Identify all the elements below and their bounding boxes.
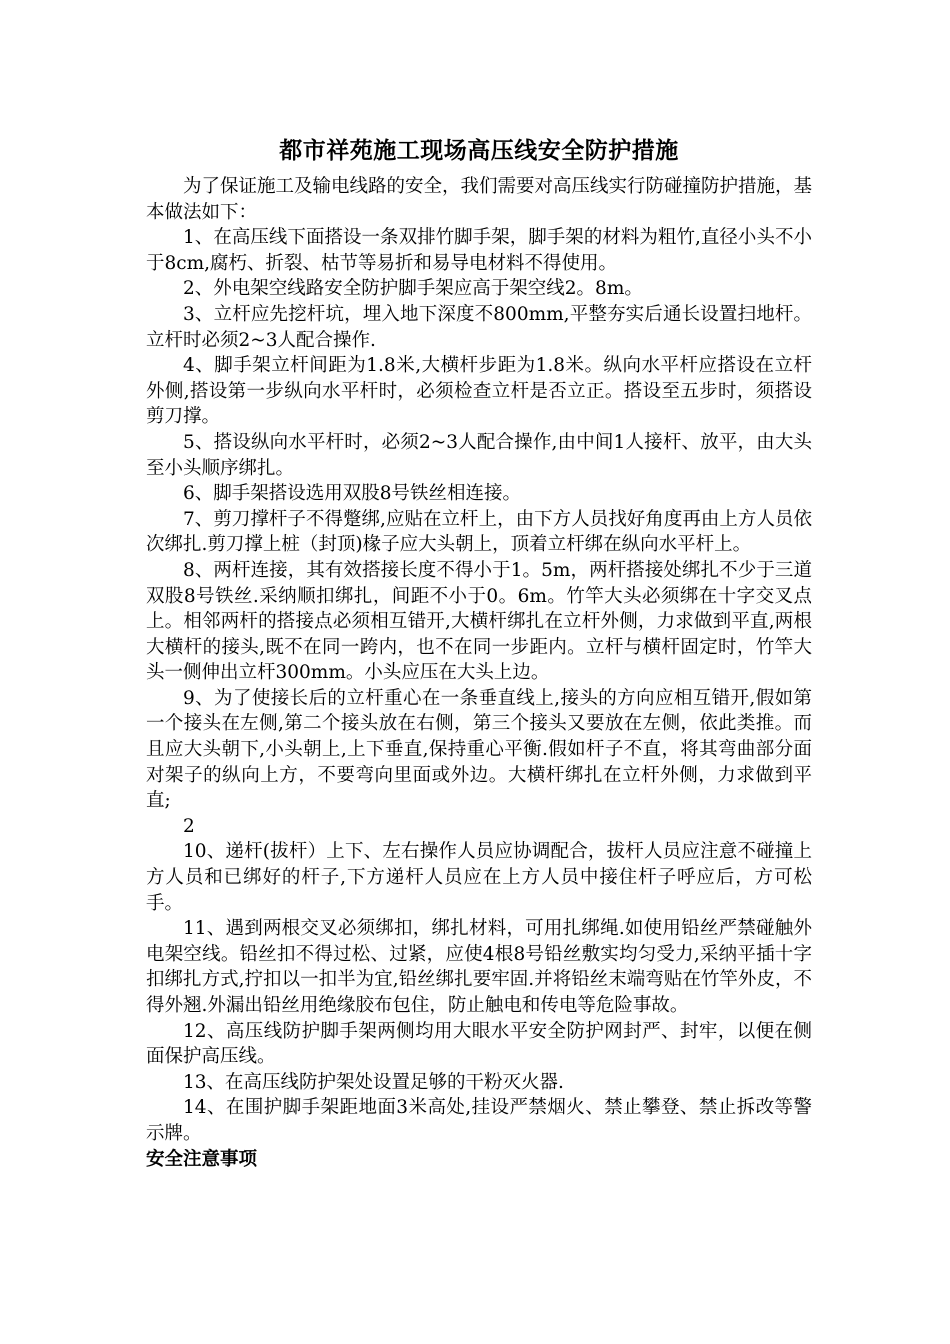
safety-notes-heading: 安全注意事项 — [146, 1148, 258, 1170]
item-2-paragraph: 2、外电架空线路安全防护脚手架应高于架空线2。8m。 — [183, 278, 643, 300]
item-8-paragraph: 8、两杆连接，其有效搭接长度不得小于1。5m，两杆搭接处绑扎不少于三道双股8号铁丝.采纳顺扣绑扎，间距不小于0。6m。竹竿大头必须绑在十字交叉点上。相邻两杆的搭接点必须相互错开,大横杆绑扎在立杆外侧，力求做到平直,两根大横杆的接头,既不在同一跨内，也不在同一步距内。立杆与横杆固定时，竹竿大头一侧伸出立杆300mm。小头应压在大头上边。 — [146, 559, 812, 684]
item-3-paragraph: 3、立杆应先挖杆坑，埋入地下深度不800mm,平整夯实后通长设置扫地杆。立杆时必须2~3人配合操作. — [146, 303, 812, 351]
item-14-paragraph: 14、在围护脚手架距地面3米高处,挂设严禁烟火、禁止攀登、禁止拆改等警示牌。 — [146, 1097, 812, 1144]
document-body — [146, 174, 812, 1147]
item-4-paragraph: 4、脚手架立杆间距为1.8米,大横杆步距为1.8米。纵向水平杆应搭设在立杆外侧,搭设第一步纵向水平杆时，必须检查立杆是否立正。搭设至五步时，须搭设剪刀撑。 — [146, 355, 812, 428]
item-5-paragraph: 5、搭设纵向水平杆时，必须2~3人配合操作,由中间1人接杆、放平，由大头至小头顺序绑扎。 — [146, 431, 812, 479]
item-10-paragraph: 10、递杆(拔杆）上下、左右操作人员应协调配合，拔杆人员应注意不碰撞上方人员和已绑好的杆子,下方递杆人员应在上方人员中接住杆子呼应后，方可松手。 — [146, 841, 812, 914]
item-7-paragraph: 7、剪刀撑杆子不得蹩绑,应贴在立杆上，由下方人员找好角度再由上方人员依次绑扎.剪刀撑上桩（封顶)椽子应大头朝上，顶着立杆绑在纵向水平杆上。 — [146, 508, 812, 556]
item-13-paragraph: 13、在高压线防护架处设置足够的干粉灭火器. — [183, 1071, 564, 1093]
item-12-paragraph: 12、高压线防护脚手架两侧均用大眼水平安全防护网封严、封牢，以便在侧面保护高压线。 — [146, 1020, 812, 1068]
document-title: 都市祥苑施工现场高压线安全防护措施 — [279, 138, 679, 164]
page-number-line: 2 — [183, 815, 195, 837]
item-11-paragraph: 11、遇到两根交叉必须绑扣，绑扎材料，可用扎绑绳.如使用铅丝严禁碰触外电架空线。铅丝扣不得过松、过紧，应使4根8号铅丝敷实均匀受力,采纳平插十字扣绑扎方式,拧扣以一扣半为宜,铅丝绑扎要牢固.并将铅丝末端弯贴在竹竿外皮，不得外翘.外漏出铅丝用绝缘胶布包住，防止触电和传电等危险事故。 — [146, 918, 812, 1016]
intro-paragraph: 为了保证施工及输电线路的安全，我们需要对高压线实行防碰撞防护措施，基本做法如下： — [146, 176, 813, 223]
item-9-paragraph: 9、为了使接长后的立杆重心在一条垂直线上,接头的方向应相互错开,假如第一个接头在左侧,第二个接头放在右侧，第三个接头又要放在左侧，依此类推。而且应大头朝下,小头朝上,上下垂直,保持重心平衡.假如杆子不直，将其弯曲部分面对架子的纵向上方，不要弯向里面或外边。大横杆绑扎在立杆外侧，力求做到平直; — [146, 687, 812, 812]
item-6-paragraph: 6、脚手架搭设选用双股8号铁丝相连接。 — [183, 483, 522, 505]
item-1-paragraph: 1、在高压线下面搭设一条双排竹脚手架，脚手架的材料为粗竹,直径小头不小于8cm,腐朽、折裂、枯节等易折和易导电材料不得使用。 — [146, 227, 812, 274]
